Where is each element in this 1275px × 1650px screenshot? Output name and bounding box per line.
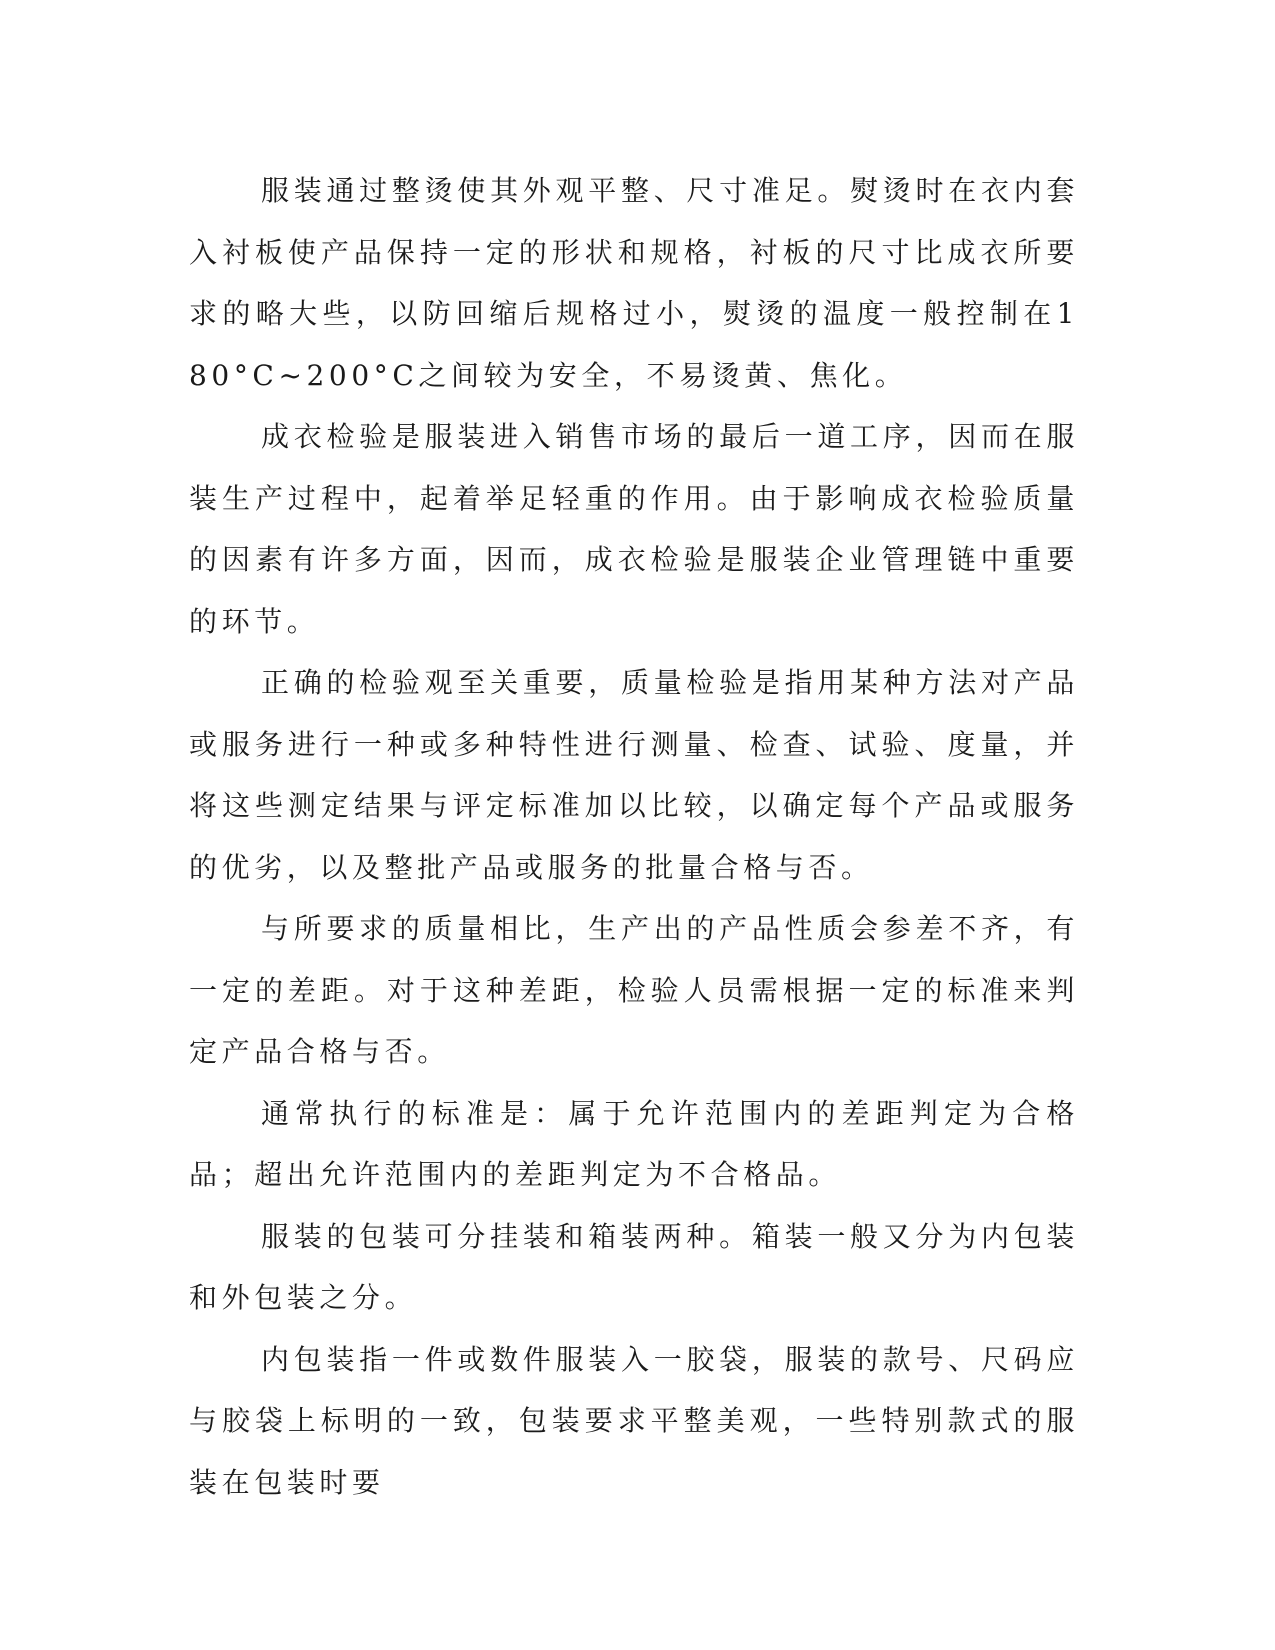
paragraph-inner-packaging: 内包装指一件或数件服装入一胶袋，服装的款号、尺码应与胶袋上标明的一致，包装要求平整美观，一些特别款式的服装在包装时要 xyxy=(189,1342,1079,1499)
document-body xyxy=(189,160,1079,1513)
paragraph-quality-inspection: 正确的检验观至关重要，质量检验是指用某种方法对产品或服务进行一种或多种特性进行测量、检查、试验、度量，并将这些测定结果与评定标准加以比较，以确定每个产品或服务的优劣，以及整批产品或服务的批量合格与否。 xyxy=(189,666,1079,884)
paragraph-quality-gap: 与所要求的质量相比，生产出的产品性质会参差不齐，有一定的差距。对于这种差距，检验人员需根据一定的标准来判定产品合格与否。 xyxy=(189,912,1079,1068)
paragraph-garment-inspection: 成衣检验是服装进入销售市场的最后一道工序，因而在服装生产过程中，起着举足轻重的作用。由于影响成衣检验质量的因素有许多方面，因而，成衣检验是服装企业管理链中重要的环节。 xyxy=(189,420,1079,638)
paragraph-standard: 通常执行的标准是：属于允许范围内的差距判定为合格品；超出允许范围内的差距判定为不合格品。 xyxy=(189,1096,1079,1191)
paragraph-ironing: 服装通过整烫使其外观平整、尺寸准足。熨烫时在衣内套入衬板使产品保持一定的形状和规格，衬板的尺寸比成衣所要求的略大些，以防回缩后规格过小，熨烫的温度一般控制在180°C~200°C之间较为安全，不易烫黄、焦化。 xyxy=(189,174,1079,392)
paragraph-packaging-types: 服装的包装可分挂装和箱装两种。箱装一般又分为内包装和外包装之分。 xyxy=(189,1219,1079,1314)
